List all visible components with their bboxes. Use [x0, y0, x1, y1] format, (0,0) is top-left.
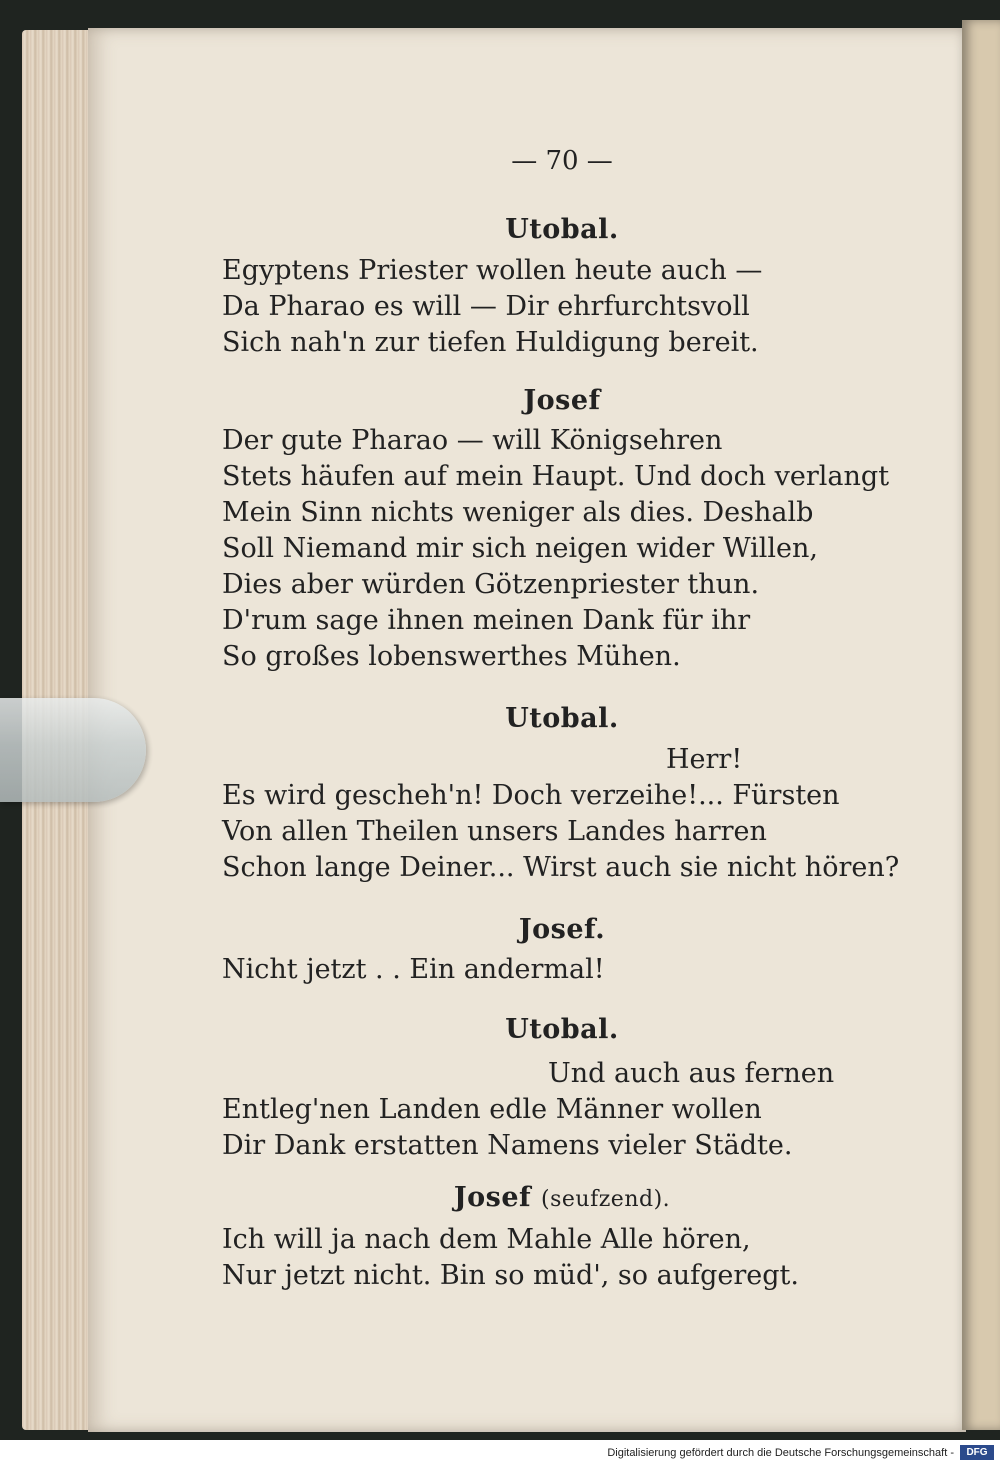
dfg-logo: DFG: [960, 1445, 994, 1460]
verse-line: Und auch aus fernen: [548, 1058, 835, 1089]
verse-line: Der gute Pharao — will Königsehren: [222, 425, 723, 456]
verse-line: Soll Niemand mir sich neigen wider Willen,: [222, 533, 818, 564]
verse-line: Nicht jetzt . . Ein andermal!: [222, 954, 605, 985]
speaker-name: Utobal.: [505, 1014, 619, 1045]
verse-line: Dir Dank erstatten Namens vieler Städte.: [222, 1130, 793, 1161]
verse-line: Da Pharao es will — Dir ehrfurchtsvoll: [222, 291, 750, 322]
verse-line: Es wird gescheh'n! Doch verzeihe!... Fürsten: [222, 780, 840, 811]
verse-line: Von allen Theilen unsers Landes harren: [222, 816, 767, 847]
verse-line: So großes lobenswerthes Mühen.: [222, 641, 681, 672]
speaker-name: Utobal.: [505, 703, 619, 734]
verse-line: Dies aber würden Götzenpriester thun.: [222, 569, 760, 600]
speaker-name: Utobal.: [505, 214, 619, 245]
page-clip: [0, 698, 146, 802]
verse-line: Mein Sinn nichts weniger als dies. Deshalb: [222, 497, 814, 528]
speaker-name: Josef.: [518, 914, 606, 945]
verse-line: Nur jetzt nicht. Bin so müd', so aufgeregt.: [222, 1260, 799, 1291]
verse-line: Herr!: [666, 744, 743, 775]
page-number: — 70 —: [511, 146, 613, 176]
speaker-line: [0, 1182, 1000, 1213]
verse-line: Sich nah'n zur tiefen Huldigung bereit.: [222, 327, 759, 358]
speaker-name: Josef: [523, 385, 601, 416]
footer-bar: [0, 1440, 1000, 1466]
verse-line: Stets häufen auf mein Haupt. Und doch verlangt: [222, 461, 890, 492]
verse-line: D'rum sage ihnen meinen Dank für ihr: [222, 605, 751, 636]
verse-line: Entleg'nen Landen edle Männer wollen: [222, 1094, 762, 1125]
footer-credit: Digitalisierung gefördert durch die Deutsche Forschungsgemeinschaft -: [607, 1447, 954, 1459]
verse-line: Ich will ja nach dem Mahle Alle hören,: [222, 1224, 751, 1255]
stage-direction: (seufzend).: [541, 1187, 671, 1212]
verse-line: Egyptens Priester wollen heute auch —: [222, 255, 763, 286]
verse-line: Schon lange Deiner... Wirst auch sie nicht hören?: [222, 852, 900, 883]
speaker-name: Josef: [453, 1182, 532, 1213]
